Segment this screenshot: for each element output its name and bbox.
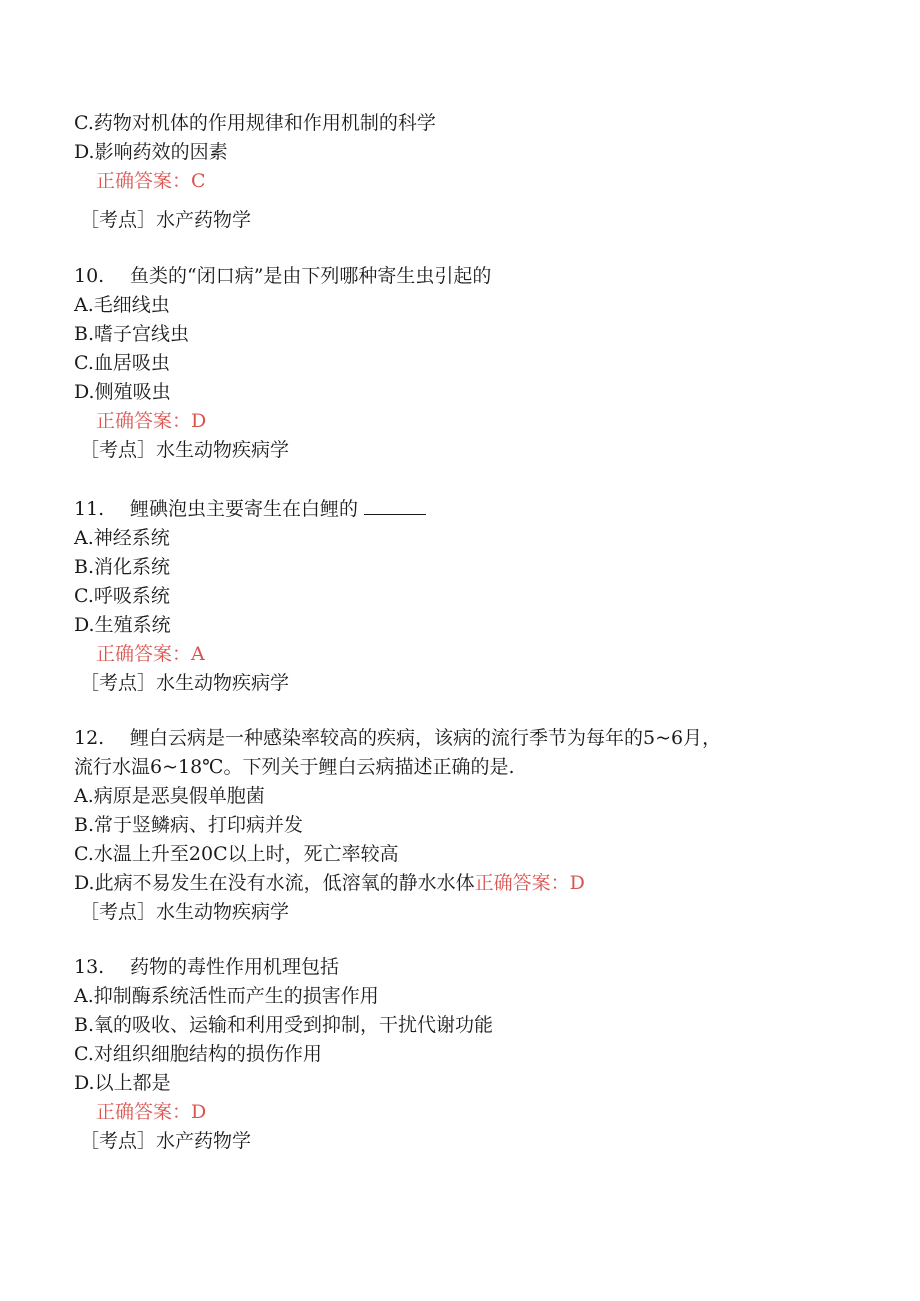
q9-option-d: D.影响药效的因素 bbox=[74, 141, 228, 163]
q12-stem-line-2: 流行水温6~18℃。下列关于鲤白云病描述正确的是. bbox=[74, 756, 515, 778]
q13-option-b: B.氧的吸收、运输和利用受到抑制，干扰代谢功能 bbox=[74, 1014, 494, 1036]
q13-option-a: A.抑制酶系统活性而产生的损害作用 bbox=[74, 985, 379, 1007]
q9-answer: 正确答案：C bbox=[96, 170, 206, 192]
q12-option-b: B.常于竖鳞病、打印病并发 bbox=[74, 814, 304, 836]
q10-option-b: B.嗜子宫线虫 bbox=[74, 323, 190, 345]
q11-option-b: B.消化系统 bbox=[74, 556, 171, 578]
q12-option-d: D.此病不易发生在没有水流，低溶氧的静水水体 bbox=[74, 872, 475, 894]
q9-option-c: C.药物对机体的作用规律和作用机制的科学 bbox=[74, 112, 436, 134]
q11-fill-blank bbox=[364, 498, 426, 515]
q12-answer: 正确答案：D bbox=[474, 872, 585, 894]
q12-number: 12. bbox=[74, 727, 105, 749]
q12-stem-line-1 bbox=[74, 726, 721, 750]
q13-stem: 药物的毒性作用机理包括 bbox=[130, 956, 340, 978]
q11-option-d: D.生殖系统 bbox=[74, 614, 171, 636]
q13-number: 13. bbox=[74, 956, 105, 978]
q12-option-c: C.水温上升至20C以上时，死亡率较高 bbox=[74, 843, 399, 865]
q10-option-c: C.血居吸虫 bbox=[74, 352, 170, 374]
q10-stem: 鱼类的“闭口病”是由下列哪种寄生虫引起的 bbox=[130, 265, 492, 287]
q13-topic: ［考点］水产药物学 bbox=[80, 1130, 252, 1152]
q10-option-d: D.侧殖吸虫 bbox=[74, 381, 171, 403]
q9-topic: ［考点］水产药物学 bbox=[80, 209, 252, 231]
q11-answer: 正确答案：A bbox=[96, 643, 205, 665]
q11-topic: ［考点］水生动物疾病学 bbox=[80, 672, 290, 694]
q12-option-d-line bbox=[74, 871, 585, 895]
q10-stem-line bbox=[74, 264, 491, 288]
q11-stem-line bbox=[74, 497, 426, 521]
q10-topic: ［考点］水生动物疾病学 bbox=[80, 439, 290, 461]
q13-stem-line bbox=[74, 955, 339, 979]
q10-option-a: A.毛细线虫 bbox=[74, 294, 170, 316]
q11-stem: 鲤碘泡虫主要寄生在白鲤的 bbox=[130, 498, 359, 520]
q10-number: 10. bbox=[74, 265, 105, 287]
q12-option-a: A.病原是恶臭假单胞菌 bbox=[74, 785, 265, 807]
q12-stem-1: 鲤白云病是一种感染率较高的疾病，该病的流行季节为每年的5~6月， bbox=[130, 727, 722, 749]
q11-option-c: C.呼吸系统 bbox=[74, 585, 170, 607]
q12-topic: ［考点］水生动物疾病学 bbox=[80, 901, 290, 923]
q13-answer: 正确答案：D bbox=[96, 1101, 207, 1123]
q10-answer: 正确答案：D bbox=[96, 410, 207, 432]
q13-option-d: D.以上都是 bbox=[74, 1072, 171, 1094]
q11-option-a: A.神经系统 bbox=[74, 527, 170, 549]
q13-option-c: C.对组织细胞结构的损伤作用 bbox=[74, 1043, 322, 1065]
q11-number: 11. bbox=[74, 498, 105, 520]
